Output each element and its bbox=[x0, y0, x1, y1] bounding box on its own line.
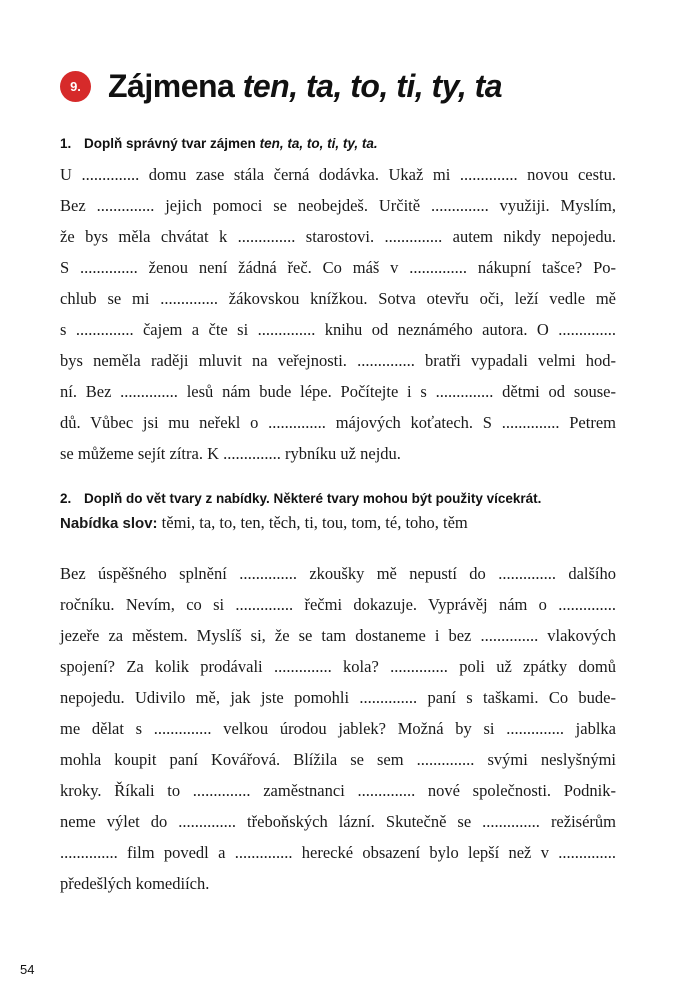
chapter-title-pronouns: ten, ta, to, ti, ty, ta bbox=[242, 68, 503, 104]
task-1-line: bys neměla raději mluvit na veřejnosti. .............. bratři vypadali velmi hod- bbox=[60, 351, 616, 370]
task-2-line: jezeře za městem. Myslíš si, že se tam dostaneme i bez .............. vlakových bbox=[60, 626, 616, 645]
word-offer bbox=[60, 513, 468, 533]
task-1-line: se můžeme sejít zítra. K .............. rybníku už nejdu. bbox=[60, 444, 401, 463]
task-2-line: ročníku. Nevím, co si .............. řečmi dokazuje. Vyprávěj nám o .............. bbox=[60, 595, 616, 614]
task-2-line: neme výlet do .............. třeboňských lázní. Skutečně se .............. režisérům bbox=[60, 812, 616, 831]
task-1-line: U .............. domu zase stála černá dodávka. Ukaž mi .............. novou cestu. bbox=[60, 165, 616, 184]
task-2-line: mohla koupit paní Kovářová. Blížila se sem .............. svými neslyšnými bbox=[60, 750, 616, 769]
task-2-heading-text: Doplň do vět tvary z nabídky. Některé tvary mohou být použity vícekrát. bbox=[84, 491, 542, 506]
task-2-line: me dělat s .............. velkou úrodou jablek? Možná by si .............. jablka bbox=[60, 719, 616, 738]
task-2-heading bbox=[60, 491, 541, 506]
task-2-number: 2. bbox=[60, 491, 72, 506]
task-1-exercise-text bbox=[60, 159, 616, 469]
chapter-title-prefix: Zájmena bbox=[108, 68, 235, 104]
task-1-line: dů. Vůbec jsi mu neřekl o .............. májových koťatech. S .............. Petrem bbox=[60, 413, 616, 432]
task-1-line: S .............. ženou není žádná řeč. Co máš v .............. nákupní tašce? Po- bbox=[60, 258, 616, 277]
word-offer-label: Nabídka slov: bbox=[60, 515, 158, 532]
chapter-number-badge bbox=[60, 71, 91, 102]
task-1-line: s .............. čajem a čte si .............. knihu od neznámého autora. O .............. bbox=[60, 320, 616, 339]
task-1-heading-pronouns: ten, ta, to, ti, ty, ta. bbox=[259, 136, 378, 151]
task-2-line: spojení? Za kolik prodávali .............. kola? .............. poli už zpátky domů bbox=[60, 657, 616, 676]
task-2-exercise-text bbox=[60, 558, 616, 899]
task-2-line: .............. film povedl a .............. herecké obsazení bylo lepší než v .............. bbox=[60, 843, 616, 862]
task-1-heading-text: Doplň správný tvar zájmen bbox=[84, 136, 256, 151]
task-1-line: ní. Bez .............. lesů nám bude lépe. Počítejte i s .............. dětmi od souse- bbox=[60, 382, 616, 401]
task-2-line: předešlých komediích. bbox=[60, 874, 210, 893]
task-1-line: že bys měla chvátat k .............. starostovi. .............. autem nikdy nepojedu. bbox=[60, 227, 616, 246]
task-2-line: nepojedu. Udivilo mě, jak jste pomohli .............. paní s taškami. Co bude- bbox=[60, 688, 616, 707]
chapter-title bbox=[108, 68, 502, 105]
page-number: 54 bbox=[20, 962, 35, 977]
task-1-number: 1. bbox=[60, 136, 72, 151]
word-offer-list: těmi, ta, to, ten, těch, ti, tou, tom, té, toho, těm bbox=[161, 513, 468, 532]
chapter-number: 9. bbox=[70, 79, 81, 94]
task-1-line: chlub se mi .............. žákovskou knížkou. Sotva otevřu oči, leží vedle mě bbox=[60, 289, 616, 308]
task-2-line: Bez úspěšného splnění .............. zkoušky mě nepustí do .............. dalšího bbox=[60, 564, 616, 583]
task-1-heading bbox=[60, 136, 378, 151]
chapter-header bbox=[60, 68, 502, 105]
task-2-line: kroky. Říkali to .............. zaměstnanci .............. nové společnosti. Podnik- bbox=[60, 781, 616, 800]
task-1-line: Bez .............. jejich pomoci se neobejdeš. Určitě .............. využiji. Myslím, bbox=[60, 196, 616, 215]
